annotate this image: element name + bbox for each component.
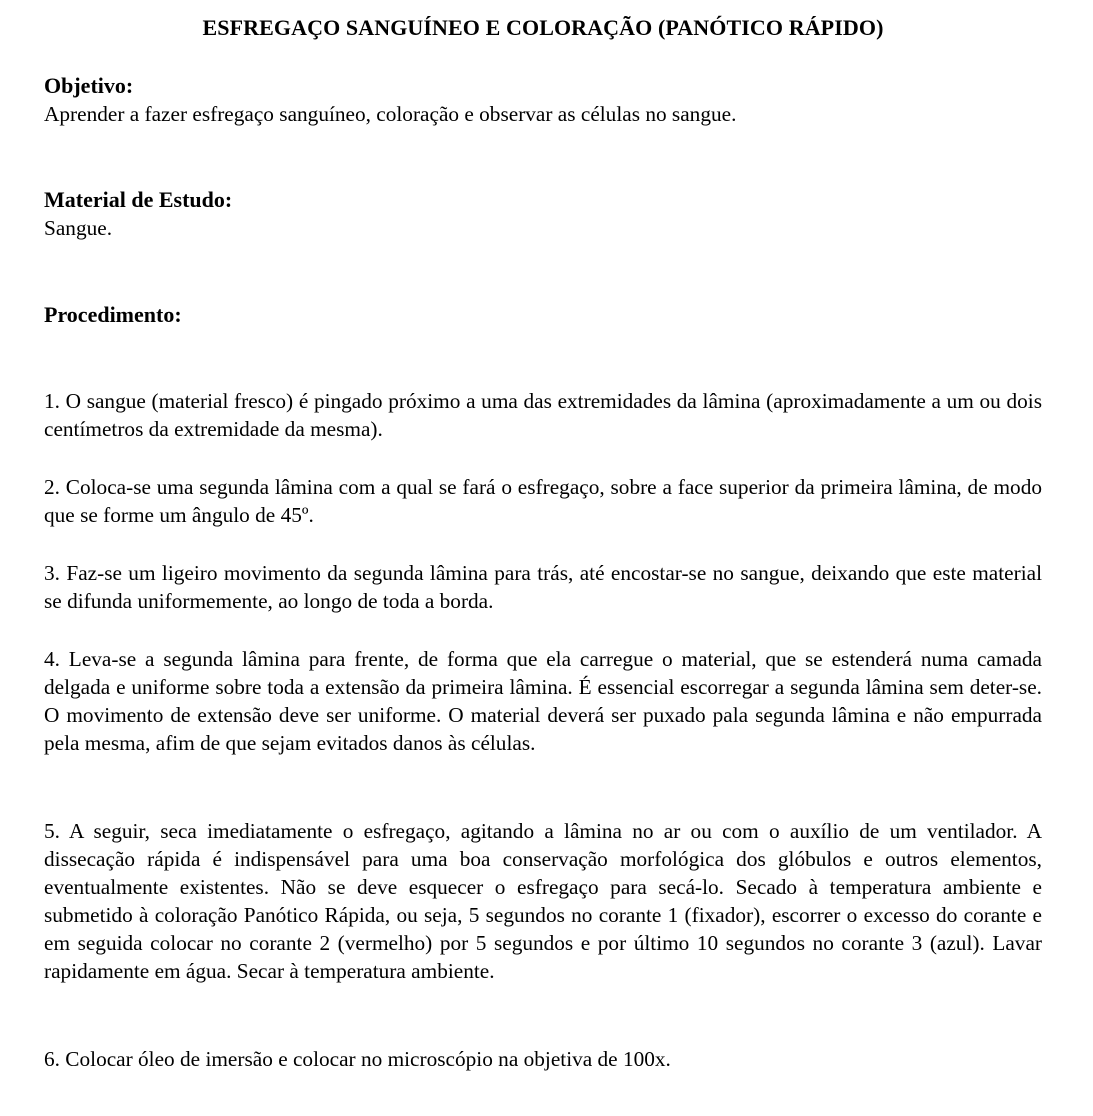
procedimento-heading: Procedimento: <box>44 302 182 327</box>
procedure-step-4: 4. Leva-se a segunda lâmina para frente, de forma que ela carregue o material, que se estenderá numa camada delgada e uniforme sobre toda a extensão da primeira lâmina. É essencial escorregar a segunda lâmina sem deter-se. O movimento de extensão deve ser uniforme. O material deverá ser puxado pala segunda lâmina e não empurrada pela mesma, afim de que sejam evitados danos às células. <box>44 647 1042 755</box>
document-title: ESFREGAÇO SANGUÍNEO E COLORAÇÃO (PANÓTICO RÁPIDO) <box>202 15 884 40</box>
objetivo-text: Aprender a fazer esfregaço sanguíneo, coloração e observar as células no sangue. <box>44 102 737 126</box>
procedure-step-1: 1. O sangue (material fresco) é pingado próximo a uma das extremidades da lâmina (aproximadamente a um ou dois centímetros da extremidade da mesma). <box>44 389 1042 441</box>
procedure-step-2: 2. Coloca-se uma segunda lâmina com a qual se fará o esfregaço, sobre a face superior da primeira lâmina, de modo que se forme um ângulo de 45º. <box>44 475 1042 527</box>
material-heading: Material de Estudo: <box>44 187 233 212</box>
document-page <box>44 14 1042 1071</box>
procedure-step-6: 6. Colocar óleo de imersão e colocar no microscópio na objetiva de 100x. <box>44 1047 671 1071</box>
procedure-step-3: 3. Faz-se um ligeiro movimento da segunda lâmina para trás, até encostar-se no sangue, deixando que este material se difunda uniformemente, ao longo de toda a borda. <box>44 561 1042 613</box>
material-text: Sangue. <box>44 216 113 240</box>
procedure-step-5: 5. A seguir, seca imediatamente o esfregaço, agitando a lâmina no ar ou com o auxílio de um ventilador. A dissecação rápida é indispensável para uma boa conservação morfológica dos glóbulos e outros elementos, eventualmente existentes. Não se deve esquecer o esfregaço para secá-lo. Secado à temperatura ambiente e submetido à coloração Panótico Rápida, ou seja, 5 segundos no corante 1 (fixador), escorrer o excesso do corante e em seguida colocar no corante 2 (vermelho) por 5 segundos e por último 10 segundos no corante 3 (azul). Lavar rapidamente em água. Secar à temperatura ambiente. <box>44 819 1042 983</box>
objetivo-heading: Objetivo: <box>44 73 134 98</box>
